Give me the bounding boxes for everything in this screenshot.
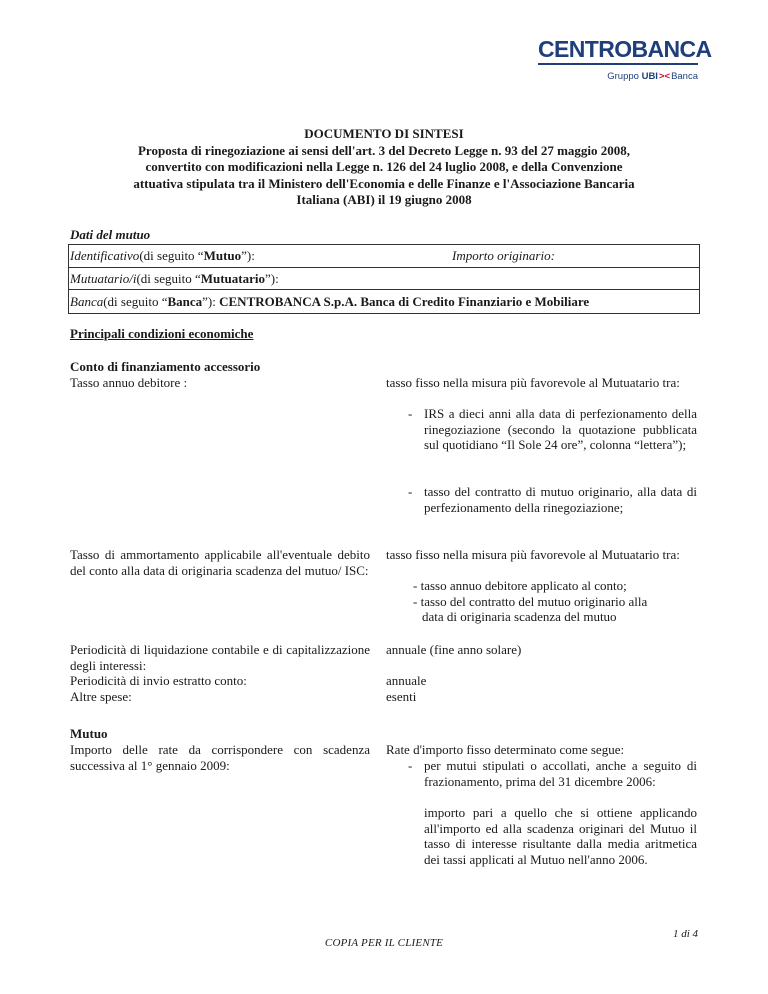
logo-group-mark: ><	[658, 71, 671, 82]
page-number: 1 di 4	[672, 928, 698, 940]
banca-end: ”):	[202, 294, 220, 309]
importo-rate-label: Importo delle rate da corrispondere con scadenza successiva al 1° gennaio 2009:	[70, 742, 370, 773]
banca-bold: Banca	[167, 294, 203, 309]
banca-row	[70, 293, 589, 310]
rate-bullet-1: per mutui stipulati o accollati, anche a seguito di frazionamento, prima del 31 dicembre 2006:	[424, 758, 697, 789]
tasso-amm-bullet-1: - tasso annuo debitore applicato al conto;	[413, 578, 627, 593]
mutuatario-row	[70, 270, 279, 287]
footer-copy-label: COPIA PER IL CLIENTE	[324, 937, 444, 949]
title-line-3: attuativa stipulata tra il Ministero dell'Economia e delle Finanze e l'Associazione Bancaria	[133, 175, 635, 191]
tasso-amm-label: Tasso di ammortamento applicabile all'eventuale debito del conto alla data di originaria scadenza del mutuo/ ISC:	[70, 547, 370, 578]
identificativo-mid: (di seguito “	[139, 248, 204, 263]
tasso-annuo-bullet-2: tasso del contratto di mutuo originario, alla data di perfezionamento della rinegoziazione;	[424, 484, 697, 515]
title-heading: DOCUMENTO DI SINTESI	[304, 126, 464, 141]
box-divider-2	[69, 289, 699, 290]
title-line-1: Proposta di rinegoziazione ai sensi dell'art. 3 del Decreto Legge n. 93 del 27 maggio 2008,	[137, 142, 631, 158]
logo-group	[538, 71, 698, 83]
logo-name: CENTROBANCA	[538, 36, 712, 62]
identificativo-row	[70, 247, 255, 264]
banca-label: Banca	[70, 294, 104, 309]
tasso-annuo-label: Tasso annuo debitore :	[70, 375, 188, 390]
periodicita-invio-label: Periodicità di invio estratto conto:	[70, 673, 247, 688]
importo-originario-label	[452, 247, 555, 264]
identificativo-bold: Mutuo	[203, 248, 242, 263]
altre-spese-label: Altre spese:	[70, 689, 132, 704]
identificativo-end: ”):	[241, 248, 255, 263]
logo-group-suffix: Banca	[671, 71, 698, 82]
title-line-4: Italiana (ABI) il 19 giugno 2008	[296, 192, 472, 207]
mutuatario-bold: Mutuatario	[200, 271, 265, 286]
document-title	[70, 126, 698, 209]
periodicita-liquidazione-value: annuale (fine anno solare)	[386, 642, 522, 657]
tasso-amm-intro: tasso fisso nella misura più favorevole al Mutuatario tra:	[386, 547, 680, 562]
altre-spese-value: esenti	[386, 689, 417, 704]
identificativo-label: Identificativo	[70, 248, 140, 263]
centrobanca-logo	[538, 36, 712, 83]
mutuatario-label: Mutuatario/i	[70, 271, 137, 286]
tasso-amm-bullet-2a: - tasso del contratto del mutuo originario alla	[413, 594, 648, 609]
dati-mutuo-heading: Dati del mutuo	[70, 227, 151, 242]
title-line-2: convertito con modificazioni nella Legge n. 126 del 24 luglio 2008, e della Convenzione	[145, 159, 623, 174]
logo-group-ubi: UBI	[641, 71, 658, 82]
rate-bullet-1-cont: importo pari a quello che si ottiene applicando all'importo ed alla scadenza originari del Mutuo il tasso di interesse risultante dalla media aritmetica dei tassi applicati al Mutuo nell'anno 2006.	[424, 805, 697, 867]
mutuo-heading: Mutuo	[70, 726, 108, 741]
tasso-annuo-dash-1: -	[408, 406, 413, 421]
tasso-annuo-intro: tasso fisso nella misura più favorevole al Mutuatario tra:	[386, 375, 680, 390]
tasso-amm-bullet-2b: data di originaria scadenza del mutuo	[422, 609, 617, 624]
periodicita-liquidazione-label: Periodicità di liquidazione contabile e di capitalizzazione degli interessi:	[70, 642, 370, 673]
tasso-annuo-dash-2: -	[408, 484, 413, 499]
banca-mid: (di seguito “	[103, 294, 168, 309]
logo-group-prefix: Gruppo	[607, 71, 642, 82]
banca-value: CENTROBANCA S.p.A. Banca di Credito Finanziario e Mobiliare	[219, 294, 590, 309]
mutuatario-end: ”):	[265, 271, 279, 286]
box-divider-1	[69, 267, 699, 268]
tasso-annuo-bullet-1: IRS a dieci anni alla data di perfezionamento della rinegoziazione (secondo la quotazione pubblicata sul quotidiano “Il Sole 24 ore”, colonna “lettera”);	[424, 406, 697, 453]
importo-originario-text: Importo originario:	[452, 248, 555, 263]
importo-rate-intro: Rate d'importo fisso determinato come segue:	[386, 742, 625, 757]
conto-heading: Conto di finanziamento accessorio	[70, 359, 261, 374]
rate-dash-1: -	[408, 758, 413, 773]
condizioni-heading: Principali condizioni economiche	[70, 326, 254, 341]
logo-rule	[538, 63, 698, 65]
periodicita-invio-value: annuale	[386, 673, 427, 688]
mutuatario-mid: (di seguito “	[136, 271, 201, 286]
